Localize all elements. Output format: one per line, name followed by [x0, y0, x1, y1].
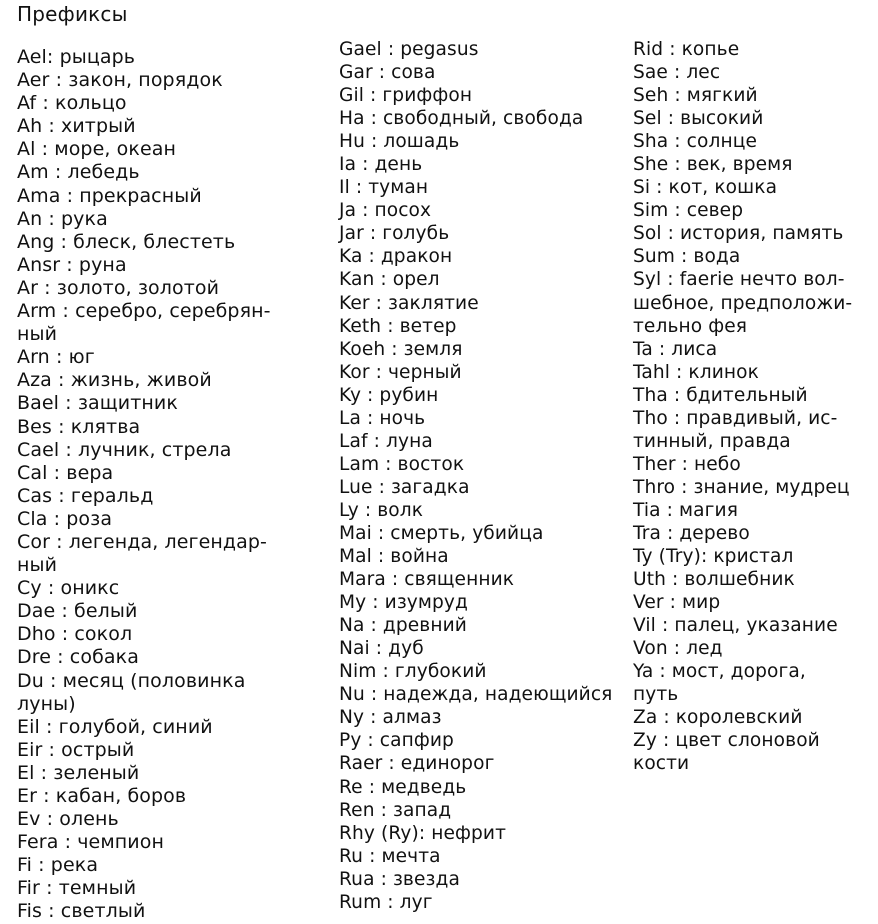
prefix-entry: Lue : загадка — [339, 476, 470, 498]
prefix-entry: Ar : золото, золотой — [17, 276, 220, 299]
prefix-entry: Bes : клятва — [17, 415, 141, 438]
prefix-entry: Nu : надежда, надеющийся — [339, 684, 613, 706]
prefix-entry: Am : лебедь — [17, 161, 140, 184]
prefix-entry: Rhy (Ry): нефрит — [339, 822, 507, 844]
prefix-entry: Zy : цвет слоновой — [633, 730, 820, 752]
prefix-column-2 — [339, 38, 629, 914]
prefix-entry: кости — [633, 753, 690, 775]
prefix-entry: Fera : чемпион — [17, 831, 164, 854]
prefix-entry: Ia : день — [339, 154, 423, 176]
prefix-entry: Ka : дракон — [339, 246, 453, 268]
prefix-entry: Aer : закон, порядок — [17, 69, 223, 92]
prefix-entry: Sum : вода — [633, 246, 741, 268]
prefix-entry: Sol : история, память — [633, 223, 844, 245]
prefix-entry: Syl : faerie нечто вол- — [633, 269, 845, 291]
prefix-entry: Kor : черный — [339, 361, 462, 383]
prefix-column-1 — [17, 46, 322, 924]
prefix-entry: Ver : мир — [633, 592, 721, 614]
prefix-entry: путь — [633, 684, 679, 706]
prefix-entry: Mal : война — [339, 546, 449, 568]
prefix-entry: Cal : вера — [17, 461, 114, 484]
prefix-entry: Ja : посох — [339, 200, 432, 222]
prefix-entry: Lam : восток — [339, 453, 465, 475]
prefix-entry: Ther : небо — [633, 453, 741, 475]
prefix-entry: Sae : лес — [633, 62, 721, 84]
prefix-entry: шебное, предположи- — [633, 292, 853, 314]
prefix-entry: Il : туман — [339, 177, 429, 199]
prefix-entry: Arn : юг — [17, 346, 95, 369]
prefix-entry: Ny : алмаз — [339, 707, 442, 729]
prefix-entry: Ang : блеск, блестеть — [17, 230, 236, 253]
prefix-entry: Ah : хитрый — [17, 115, 136, 138]
prefix-entry: Nim : глубокий — [339, 661, 487, 683]
prefix-entry: Cael : лучник, стрела — [17, 438, 232, 461]
prefix-entry: Ker : заклятие — [339, 292, 479, 314]
prefix-entry: Gar : сова — [339, 62, 436, 84]
prefix-entry: Rid : копье — [633, 39, 740, 60]
prefix-entry: Rum : луг — [339, 891, 433, 913]
prefix-entry: Tahl : клинок — [633, 361, 759, 383]
prefix-entry: Cas : геральд — [17, 484, 154, 507]
prefix-entry: Ha : свободный, свобода — [339, 108, 584, 130]
prefix-entry: Eir : острый — [17, 738, 135, 761]
prefix-entry: Laf : луна — [339, 430, 433, 452]
prefix-entry: Arm : серебро, серебрян- — [17, 300, 271, 323]
prefix-entry: Mara : священник — [339, 569, 515, 591]
prefix-entry: Ta : лиса — [633, 338, 718, 360]
prefix-entry: Ru : мечта — [339, 845, 441, 867]
prefix-entry: луны) — [17, 692, 76, 715]
prefix-entry: Al : море, океан — [17, 138, 176, 161]
prefix-entry: Ty (Try): кристал — [633, 546, 794, 568]
prefix-entry: Er : кабан, боров — [17, 785, 187, 807]
prefix-entry: Seh : мягкий — [633, 85, 758, 107]
prefix-entry: Af : кольцо — [17, 92, 127, 115]
prefix-entry: Tho : правдивый, ис- — [633, 407, 838, 429]
prefix-entry: Kan : орел — [339, 269, 440, 291]
prefix-entry: Ael: рыцарь — [17, 46, 136, 68]
prefix-entry: Ansr : руна — [17, 253, 127, 276]
prefix-entry: Du : месяц (половинка — [17, 669, 246, 692]
prefix-entry: Dho : сокол — [17, 623, 133, 646]
prefix-entry: Fi : река — [17, 854, 99, 877]
prefix-entry: Cla : роза — [17, 507, 113, 530]
prefix-entry: Jar : голубь — [339, 223, 450, 245]
prefix-entry: Gael : pegasus — [339, 39, 479, 60]
prefix-entry: Sel : высокий — [633, 108, 764, 130]
prefix-entry: Fir : темный — [17, 877, 137, 900]
prefix-entry: тельно фея — [633, 315, 748, 337]
prefix-entry: Tra : дерево — [633, 522, 750, 544]
prefix-entry: Ren : запад — [339, 799, 452, 821]
prefix-entry: Si : кот, кошка — [633, 177, 778, 199]
prefix-entry: Aza : жизнь, живой — [17, 369, 212, 392]
prefix-entry: Uth : волшебник — [633, 569, 795, 591]
prefix-entry: Eil : голубой, синий — [17, 715, 213, 738]
prefix-entry: La : ночь — [339, 407, 426, 429]
prefix-entry: Na : древний — [339, 615, 467, 637]
prefix-entry: ный — [17, 554, 58, 577]
prefix-entry: Py : сапфир — [339, 730, 454, 752]
prefix-entry: She : век, время — [633, 154, 793, 176]
prefix-entry: ный — [17, 323, 58, 346]
prefix-entry: Dre : собака — [17, 646, 139, 669]
prefix-entry: Dae : белый — [17, 600, 138, 623]
prefix-entry: Tha : бдительный — [633, 384, 808, 406]
prefix-entry: Sha : солнце — [633, 131, 758, 153]
prefix-entry: Mai : смерть, убийца — [339, 522, 544, 544]
prefix-entry: Hu : лошадь — [339, 131, 460, 153]
prefix-entry: Cor : легенда, легендар- — [17, 530, 267, 553]
prefix-column-3 — [633, 38, 873, 776]
prefix-entry: Ev : олень — [17, 808, 119, 831]
prefix-entry: An : рука — [17, 207, 108, 230]
prefix-entry: Ama : прекрасный — [17, 184, 202, 207]
prefix-entry: Fis : светлый — [17, 900, 146, 923]
prefix-entry: Gil : гриффон — [339, 85, 473, 107]
prefix-entry: My : изумруд — [339, 592, 468, 614]
prefix-entry: Ly : волк — [339, 499, 424, 521]
prefix-entry: Keth : ветер — [339, 315, 457, 337]
prefix-entry: Cy : оникс — [17, 577, 120, 600]
prefix-entry: тинный, правда — [633, 430, 791, 452]
prefix-entry: Nai : дуб — [339, 638, 424, 660]
prefix-entry: Za : королевский — [633, 707, 803, 729]
prefix-entry: Von : лед — [633, 638, 723, 660]
prefix-entry: Rua : звезда — [339, 868, 460, 890]
prefix-entry: El : зеленый — [17, 761, 140, 784]
prefix-entry: Vil : палец, указание — [633, 615, 838, 637]
prefix-entry: Bael : защитник — [17, 392, 178, 415]
prefix-entry: Sim : север — [633, 200, 744, 222]
prefix-entry: Re : медведь — [339, 776, 467, 798]
prefix-entry: Tia : магия — [633, 499, 738, 521]
prefix-entry: Ky : рубин — [339, 384, 439, 406]
prefix-entry: Raer : единорог — [339, 753, 495, 775]
prefix-entry: Thro : знание, мудрец — [633, 476, 850, 498]
prefix-entry: Koeh : земля — [339, 338, 463, 360]
prefix-entry: Ya : мост, дорога, — [633, 661, 806, 683]
page-title: Префиксы — [17, 2, 128, 26]
